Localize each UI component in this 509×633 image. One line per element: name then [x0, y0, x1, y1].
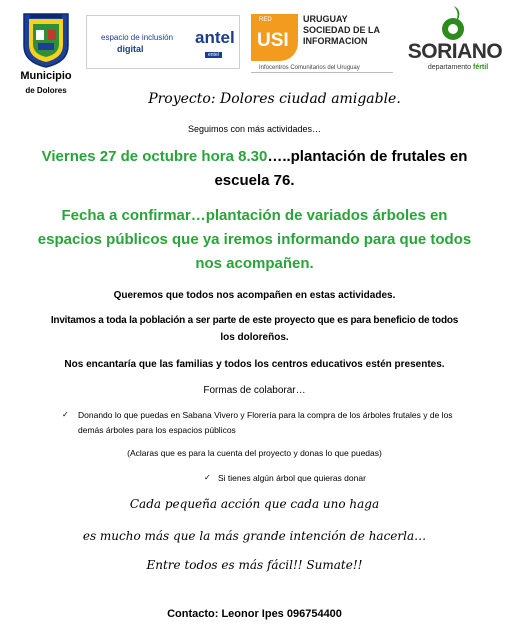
contact-line: Contacto: Leonor Ipes 096754400	[167, 608, 342, 620]
checkmark-icon: ✓	[204, 473, 211, 482]
antel-tag: entel	[205, 52, 222, 58]
event-2-line-1: Fecha a confirmar…plantación de variados árboles en	[61, 207, 448, 224]
logo-bar	[0, 0, 509, 100]
event-2-line-3: nos acompañen.	[195, 255, 314, 272]
bullet-1-line-1: Donando lo que puedas en Sabana Vivero y Florería para la compra de los árboles frutales y de los	[78, 410, 453, 420]
event-1-desc: …..plantación de frutales en	[267, 148, 468, 165]
municipio-name: Municipio	[20, 70, 72, 82]
quote-line-1: Cada pequeña acción que cada uno haga	[129, 497, 380, 511]
event-1-line-1	[0, 148, 509, 165]
soriano-name: SORIANO	[407, 40, 503, 63]
bullet-2: Si tienes algún árbol que quieras donar	[218, 473, 366, 483]
usi-title: URUGUAY SOCIEDAD DE LA INFORMACION	[303, 14, 380, 46]
paragraph-2-line-2: los doloreños.	[220, 332, 289, 343]
quote-line-3: Entre todos es más fácil!! Sumate!!	[146, 558, 363, 572]
forms-title: Formas de colaborar…	[203, 385, 306, 396]
soriano-leaf-icon	[438, 6, 468, 44]
antel-text-digital: digital	[117, 44, 144, 54]
antel-logo	[86, 15, 240, 69]
paragraph-1: Queremos que todos nos acompañen en estas actividades.	[113, 290, 396, 301]
event-1-date: Viernes 27 de octubre hora 8.30	[41, 148, 268, 165]
bullet-1-line-2: demás árboles para los espacios públicos	[78, 425, 236, 435]
municipio-crest-logo	[20, 10, 72, 68]
soriano-subtitle	[418, 64, 498, 71]
usi-badge-logo	[251, 14, 298, 61]
antel-text-inclusion: espacio de inclusión	[101, 33, 174, 42]
usi-divider	[251, 72, 393, 73]
antel-brand: antel	[195, 28, 235, 47]
usi-badge-text: USI	[257, 30, 289, 51]
project-title: Proyecto: Dolores ciudad amigable.	[148, 91, 401, 107]
intro-text: Seguimos con más actividades…	[187, 124, 322, 134]
municipio-subtitle: de Dolores	[25, 86, 67, 95]
note-text: (Aclaras que es para la cuenta del proyecto y donas lo que puedas)	[127, 448, 382, 458]
event-2-line-2: espacios públicos que ya iremos informando para que todos	[37, 231, 472, 248]
paragraph-2-line-1: Invitamos a toda la población a ser parte de este proyecto que es para beneficio de todos	[50, 315, 459, 326]
usi-subtitle: Infocentros Comunitarios del Uruguay	[259, 65, 360, 71]
soriano-sub-fertil: fértil	[472, 64, 489, 71]
soriano-sub-a: departamento	[427, 64, 473, 71]
checkmark-icon: ✓	[62, 410, 69, 419]
event-1-line-2: escuela 76.	[214, 172, 295, 189]
paragraph-3: Nos encantaría que las familias y todos los centros educativos estén presentes.	[64, 359, 445, 370]
usi-badge-small: RED	[259, 17, 272, 23]
quote-line-2: es mucho más que la más grande intención de hacerla…	[82, 529, 427, 543]
